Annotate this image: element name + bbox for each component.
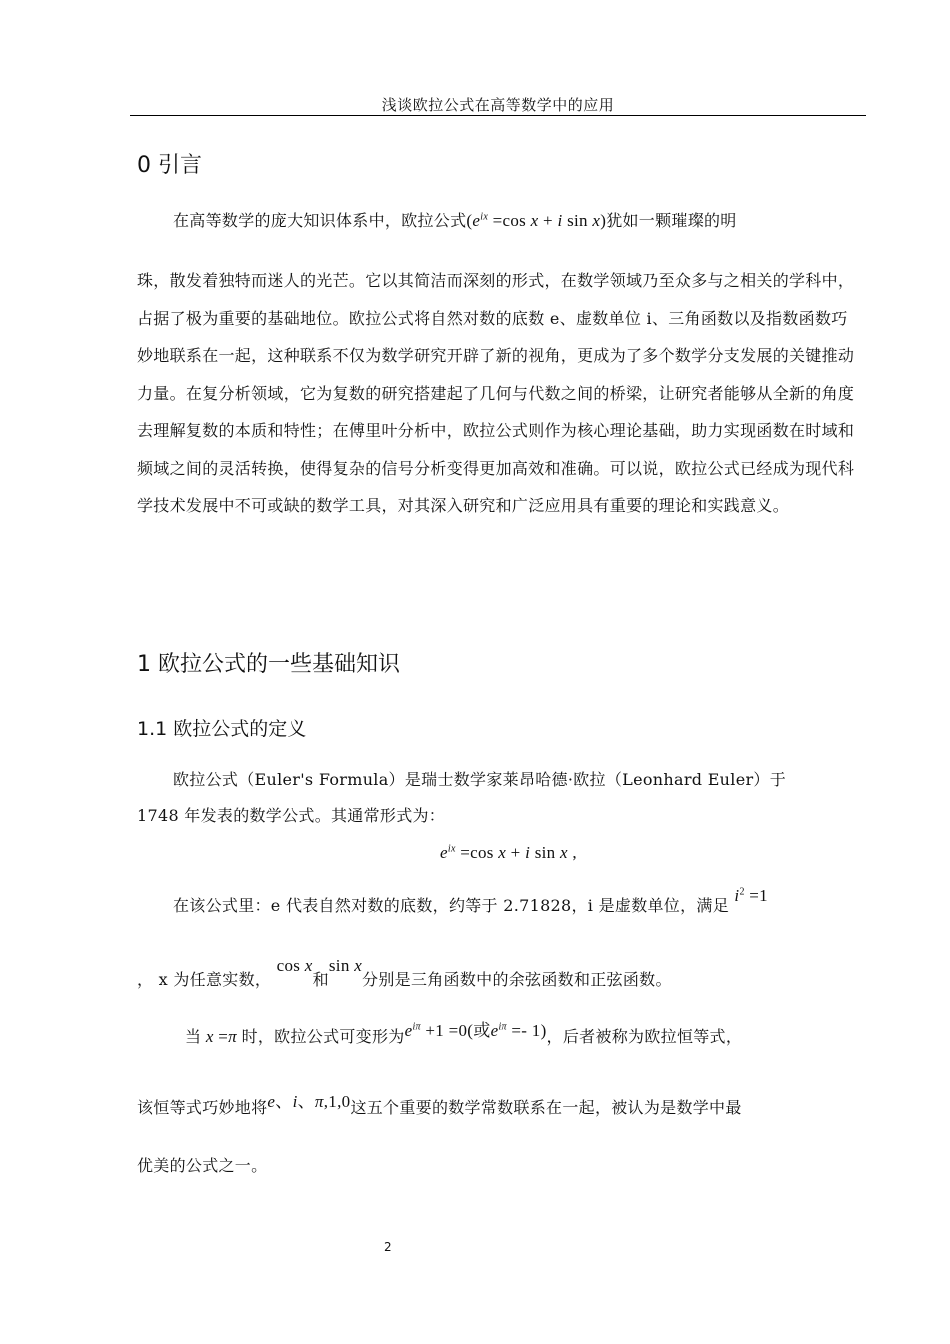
section-1-heading: 1 欧拉公式的一些基础知识 bbox=[137, 652, 400, 677]
cos-x-term: cos x bbox=[276, 956, 313, 975]
explain-2c-text: 分别是三角函数中的余弦函数和正弦函数。 bbox=[362, 970, 672, 989]
explain-line-2 bbox=[137, 956, 672, 990]
page-number: 2 bbox=[384, 1240, 392, 1254]
identity-post-text: ，后者被称为欧拉恒等式， bbox=[546, 1027, 743, 1046]
explain-1-text: 在该公式里：e 代表自然对数的底数，约等于 2.71828，i 是虚数单位，满足 bbox=[173, 896, 730, 915]
last-line: 优美的公式之一。 bbox=[137, 1156, 268, 1175]
constants-line bbox=[137, 1093, 742, 1118]
i-squared-formula: $i^2 =1$ bbox=[734, 886, 768, 905]
explain-line-1 bbox=[173, 886, 768, 916]
intro-first-line bbox=[173, 208, 737, 231]
explain-2a-text: ， x 为任意实数， bbox=[137, 970, 272, 989]
euler-formula-inline: ($e^{ix} =\cos$ x + i sin x) bbox=[466, 211, 607, 230]
sin-x-term: sin x bbox=[328, 956, 363, 975]
intro-heading: 0 引言 bbox=[137, 153, 202, 178]
header-rule bbox=[130, 115, 866, 116]
intro-paragraph: 珠，散发着独特而迷人的光芒。它以其简洁而深刻的形式，在数学领域乃至众多与之相关的学科中，占据了极为重要的基础地位。欧拉公式将自然对数的底数 e、虚数单位 i、三角函数以及指数函数巧妙地联系在一起，这种联系不仅为数学研究开辟了新的视角，更成为了多个数学分支发展的关键推动力量。在复分析领域，它为复数的研究搭建起了几何与代数之间的桥梁，让研究者能够从全新的角度去理解复数的本质和特性；在傅里叶分析中，欧拉公式则作为核心理论基础，助力实现函数在时域和频域之间的灵活转换，使得复杂的信号分析变得更加高效和准确。可以说，欧拉公式已经成为现代科学技术发展中不可或缺的数学工具，对其深入研究和广泛应用具有重要的理论和实践意义。 bbox=[137, 271, 855, 515]
constants-post-text: 这五个重要的数学常数联系在一起，被认为是数学中最 bbox=[350, 1098, 742, 1117]
identity-line bbox=[185, 1022, 742, 1047]
five-constants: e、i、π,1,0 bbox=[267, 1092, 351, 1111]
identity-pre-text: 当 bbox=[185, 1027, 202, 1046]
section-1-1-heading: 1.1 欧拉公式的定义 bbox=[137, 718, 307, 740]
x-equals-pi: x =π bbox=[205, 1027, 237, 1046]
intro-line1-post: 犹如一颗璀璨的明 bbox=[606, 211, 737, 230]
constants-pre-text: 该恒等式巧妙地将 bbox=[137, 1098, 268, 1117]
euler-formula-display: $e^{ix} =\cos$ x + i sin x , bbox=[440, 843, 577, 862]
definition-line-2: 1748 年发表的数学公式。其通常形式为： bbox=[137, 806, 446, 825]
euler-identity-formula: $e^{i\pi} +1 =0$(或$e^{i\pi} =- 1$) bbox=[404, 1021, 547, 1040]
identity-mid-text: 时，欧拉公式可变形为 bbox=[241, 1027, 405, 1046]
definition-line-1: 欧拉公式（Euler's Formula）是瑞士数学家莱昂哈德·欧拉（Leonhard Euler）于 bbox=[173, 770, 787, 789]
running-header: 浅谈欧拉公式在高等数学中的应用 bbox=[381, 96, 615, 114]
intro-line1-pre: 在高等数学的庞大知识体系中，欧拉公式 bbox=[173, 211, 467, 230]
explain-2b-text: 和 bbox=[312, 970, 329, 989]
